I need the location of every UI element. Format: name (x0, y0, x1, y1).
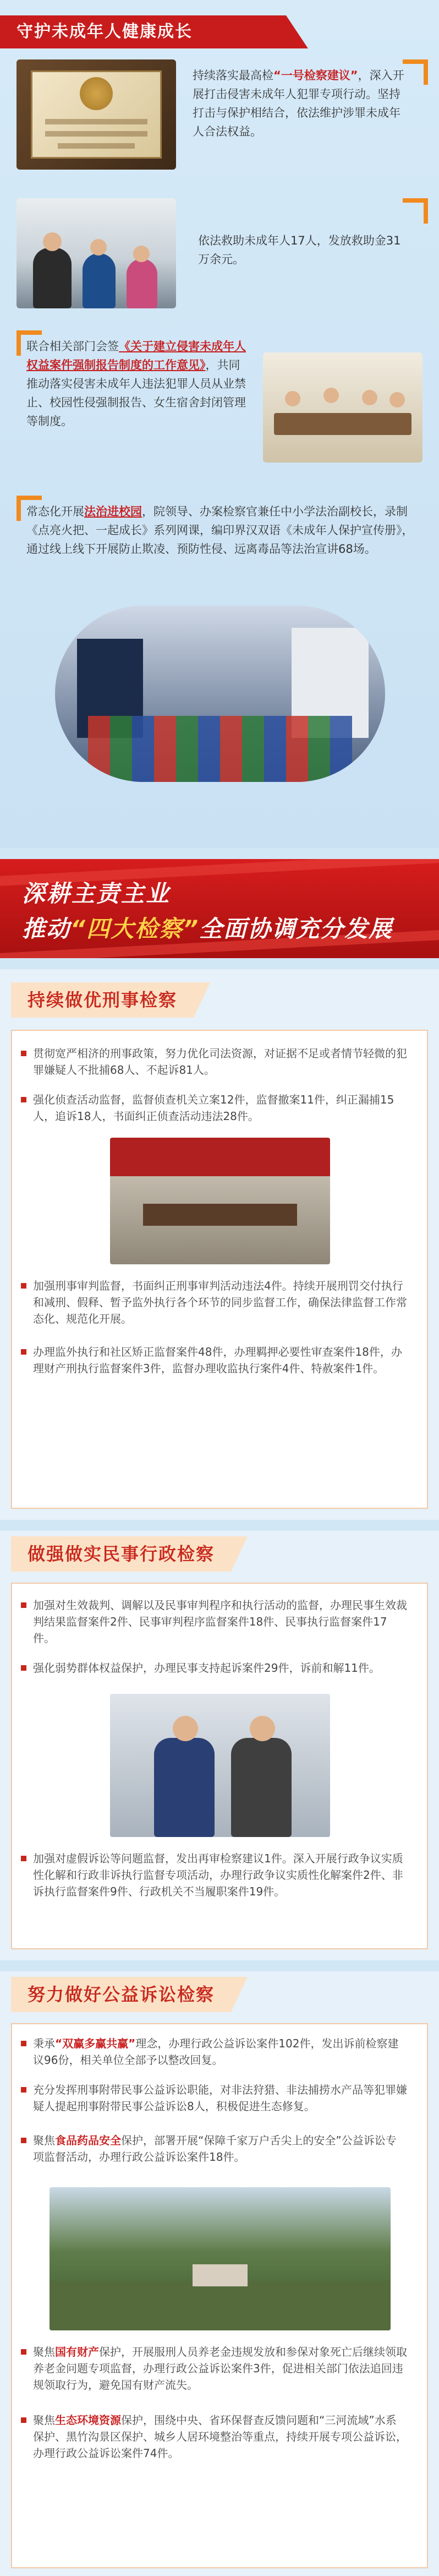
emblem-icon (80, 77, 113, 110)
block4-text: 常态化开展法治进校园，院领导、办案检察官兼任中小学法治副校长，录制《点亮火把、一起成长》系列网课，编印界汉双语《未成年人保护宣传册》，通过线上线下开展防止欺凌、预防性侵、远离毒品等法治宣讲68场。 (26, 505, 414, 556)
bullet: 加强对虚假诉讼等问题监督，发出再审检察建议1件。深入开展行政争议实质性化解和行政非诉执行监督专项活动，办理行政争议实质性化解案件2件、非诉执行监督案件9件、行政机关不当履职案件19件。 (33, 1850, 407, 1900)
school-photo (55, 606, 385, 782)
block3-text: 联合相关部门会签《关于建立侵害未成年人权益案件强制报告制度的工作意见》，共同推动落实侵害未成年人违法犯罪人员从业禁止、校园性侵强制报告、女生宿舍封闭管理等制度。 (26, 340, 246, 428)
bullet: 充分发挥刑事附带民事公益诉讼职能，对非法狩猎、非法捕捞水产品等犯罪嫌疑人提起刑事附带民事公益诉讼8人，积极促进生态修复。 (33, 2082, 407, 2115)
section-header: 守护未成年人健康成长 (0, 15, 286, 48)
bullet: 贯彻宽严相济的刑事政策，努力优化司法资源，对证据不足或者情节轻微的犯罪嫌疑人不批捕68人、不起诉81人。 (33, 1045, 407, 1078)
court-photo (110, 1138, 330, 1264)
bullet: 办理监外执行和社区矫正监督案件48件，办理羁押必要性审查案件18件，办理财产刑执行监督案件3件，监督办理收监执行案件4件、特赦案件1件。 (33, 1344, 407, 1377)
banner-line2: 推动“四大检察”全面协调充分发展 (22, 915, 393, 942)
bullet: 聚焦国有财产保护，开展服刑人员养老金违规发放和参保对象死亡后继续领取养老金问题专项监督，办理行政公益诉讼案件3件，促进相关部门依法追回违规领取行为，避免国有财产流失。 (33, 2344, 407, 2393)
block1-text: 持续落实最高检“一号检察建议”，深入开展打击侵害未成年人犯罪专项行动。坚持打击与保护相结合，依法维护涉罪未成年人合法权益。 (193, 69, 404, 138)
panel-civil (0, 1531, 439, 1960)
prosecutor-photo (110, 1694, 330, 1837)
bullet: 强化弱势群体权益保护，办理民事支持起诉案件29件，诉前和解11件。 (33, 1660, 407, 1676)
meeting-photo (263, 352, 422, 463)
bullet: 聚焦生态环境资源保护，围绕中央、省环保督查反馈问题和“三河流域”水系保护、黑竹沟景区保护、城乡人居环境整治等重点，持续开展专项公益诉讼，办理行政公益诉讼案件74件。 (33, 2412, 407, 2461)
bullet: 聚焦食品药品安全保护，部署开展“保障千家万户舌尖上的安全”公益诉讼专项监督活动，办理行政公益诉讼案件18件。 (33, 2132, 407, 2165)
banner (0, 859, 439, 958)
landscape-photo (50, 2187, 391, 2330)
panel-title: 做强做实民事行政检察 (11, 1536, 231, 1572)
panel-public-interest (0, 1971, 439, 2576)
panel-criminal (0, 969, 439, 1520)
bullet: 秉承“双赢多赢共赢”理念，办理行政公益诉讼案件102件，发出诉前检察建议96份，相关单位全部予以整改回复。 (33, 2035, 407, 2068)
plaque-photo (17, 59, 176, 170)
bullet: 加强对生效裁判、调解以及民事审判程序和执行活动的监督，办理民事生效裁判结果监督案件2件、民事审判程序监督案件18件、民事执行监督案件17件。 (33, 1597, 407, 1646)
panel-title: 努力做好公益诉讼检察 (11, 1977, 231, 2012)
corner-decoration (403, 198, 428, 224)
bullet: 加强刑事审判监督，书面纠正刑事审判活动违法4件。持续开展刑罚交付执行和减刑、假释、暂予监外执行各个环节的同步监督工作，确保法律监督工作常态化、规范化开展。 (33, 1278, 407, 1327)
banner-line1: 深耕主责主业 (22, 880, 171, 907)
bullet: 强化侦查活动监督，监督侦查机关立案12件，监督撤案11件，纠正漏捕15人，追诉18人，书面纠正侦查活动违法28件。 (33, 1091, 407, 1124)
panel-title: 持续做优刑事检察 (11, 982, 194, 1018)
rescue-photo (17, 198, 176, 308)
section-minor-protection (0, 0, 439, 848)
block2-text: 依法救助未成年人17人，发放救助金31万余元。 (198, 234, 401, 266)
